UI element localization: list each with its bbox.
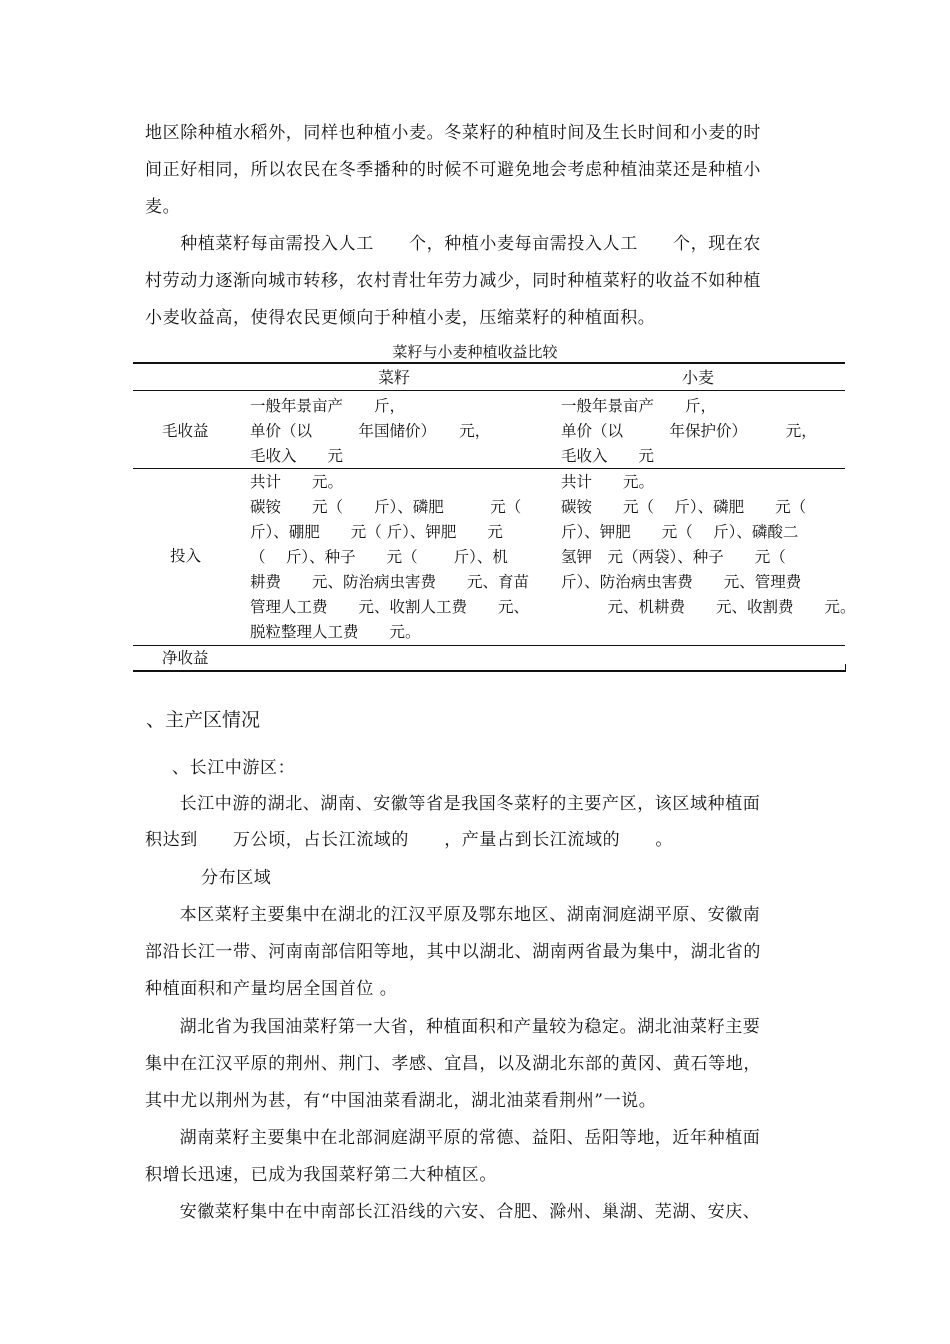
p1-line-2: 部沿长江一带、河南南部信阳等地，其中以湖北、湖南两省最为集中，湖北省的: [145, 942, 761, 962]
table-bottom-rule: [133, 670, 845, 672]
input-wheat-line-1: 共计 元。: [561, 473, 655, 491]
gross-wheat-line-1: 一般年景亩产 斤，: [561, 397, 717, 415]
input-wheat-line-4: 氢钾 元（两袋）、种子 元（: [561, 548, 786, 566]
table-title: 菜籽与小麦种植收益比较: [392, 343, 558, 361]
p2-line-3: 其中尤以荆州为甚，有“中国油菜看湖北，湖北油菜看荆州”一说。: [145, 1091, 657, 1111]
labor-line-1: 种植菜籽每亩需投入人工 个，种植小麦每亩需投入人工 个，现在农: [145, 234, 761, 254]
row2-rule: [133, 645, 845, 646]
input-rapeseed-line-1: 共计 元。: [250, 473, 344, 491]
col-header-rapeseed: 菜籽: [378, 368, 411, 387]
gross-rapeseed-line-2: 单价（以 年国储价） 元，: [250, 422, 491, 440]
input-rapeseed-line-7: 脱粒整理人工费 元。: [250, 623, 421, 641]
row1-rule: [133, 468, 845, 469]
overview-line-2: 积达到 万公顷，占长江流域的 ，产量占到长江流域的 。: [145, 830, 673, 850]
input-rapeseed-line-2: 碳铵 元（ 斤）、磷肥 元（: [250, 498, 522, 516]
intro-line-2: 间正好相同，所以农民在冬季播种的时候不可避免地会考虑种植油菜还是种植小: [145, 160, 761, 180]
p1-line-1: 本区菜籽主要集中在湖北的江汉平原及鄂东地区、湖南洞庭湖平原、安徽南: [162, 905, 761, 925]
input-wheat-line-5: 斤）、防治病虫害费 元、管理费: [561, 573, 802, 591]
header-rule: [133, 390, 845, 391]
p3-line-2: 积增长迅速，已成为我国菜籽第二大种植区。: [145, 1165, 497, 1185]
gross-rapeseed-line-3: 毛收入 元: [250, 447, 344, 465]
gross-rapeseed-line-1: 一般年景亩产 斤，: [250, 397, 406, 415]
section-heading: 、主产区情况: [146, 709, 261, 731]
input-wheat-line-3: 斤）、钾肥 元（ 斤）、磷酸二: [561, 523, 799, 541]
section-subheading: 、长江中游区：: [172, 758, 296, 778]
input-rapeseed-line-6: 管理人工费 元、收割人工费 元、: [250, 598, 530, 616]
input-rapeseed-line-3: 斤）、硼肥 元（ 斤）、钾肥 元: [250, 523, 503, 541]
labor-line-2: 村劳动力逐渐向城市转移，农村青壮年劳力减少，同时种植菜籽的收益不如种植: [145, 271, 761, 291]
intro-line-1: 地区除种植水稻外，同样也种植小麦。冬菜籽的种植时间及生长时间和小麦的时: [145, 123, 761, 143]
table-top-rule: [133, 362, 845, 364]
labor-line-3: 小麦收益高，使得农民更倾向于种植小麦，压缩菜籽的种植面积。: [145, 308, 656, 328]
input-wheat-line-6: 元、机耕费 元、收割费 元。: [561, 598, 856, 616]
table-corner-tick: [845, 664, 846, 672]
input-rapeseed-line-4: （ 斤）、种子 元（ 斤）、机: [250, 548, 508, 566]
row-label-net: 净收益: [162, 649, 209, 667]
col-header-wheat: 小麦: [682, 368, 715, 387]
p2-line-2: 集中在江汉平原的荆州、荆门、孝感、宜昌，以及湖北东部的黄冈、黄石等地，: [145, 1054, 761, 1074]
p4-line-1: 安徽菜籽集中在中南部长江沿线的六安、合肥、滁州、巢湖、芜湖、安庆、: [162, 1202, 761, 1222]
intro-line-3: 麦。: [145, 197, 181, 217]
row-label-input: 投入: [170, 547, 202, 565]
input-wheat-line-2: 碳铵 元（ 斤）、磷肥 元（: [561, 498, 807, 516]
overview-line-1: 长江中游的湖北、湖南、安徽等省是我国冬菜籽的主要产区，该区域种植面: [162, 794, 761, 814]
p3-line-1: 湖南菜籽主要集中在北部洞庭湖平原的常德、益阳、岳阳等地，近年种植面: [162, 1128, 761, 1148]
row-label-gross: 毛收益: [162, 422, 209, 440]
gross-wheat-line-3: 毛收入 元: [561, 447, 655, 465]
input-rapeseed-line-5: 耕费 元、防治病虫害费 元、育苗: [250, 573, 530, 591]
gross-wheat-line-2: 单价（以 年保护价） 元，: [561, 422, 817, 440]
p2-line-1: 湖北省为我国油菜籽第一大省，种植面积和产量较为稳定。湖北油菜籽主要: [162, 1017, 761, 1037]
distribution-title: 分布区域: [201, 868, 272, 888]
p1-line-3: 种植面积和产量均居全国首位 。: [145, 979, 398, 999]
